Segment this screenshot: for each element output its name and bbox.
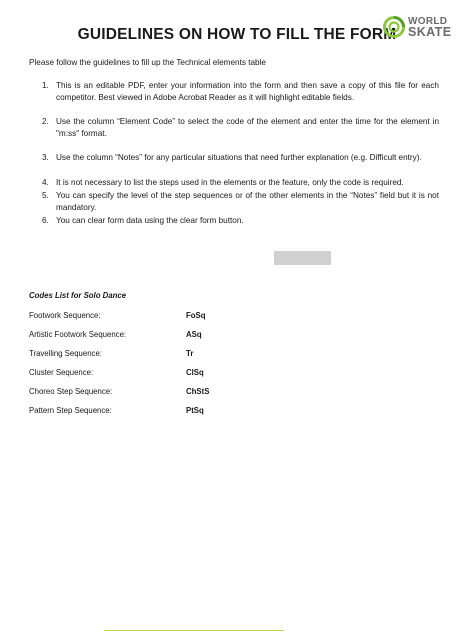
code-value: ClSq bbox=[186, 368, 204, 377]
guideline-item bbox=[29, 177, 439, 189]
intro-text: Please follow the guidelines to fill up the Technical elements table bbox=[29, 58, 266, 67]
guideline-number: 1. bbox=[42, 81, 49, 90]
guideline-number: 5. bbox=[42, 191, 49, 200]
code-row bbox=[29, 387, 329, 399]
guideline-text: This is an editable PDF, enter your information into the form and then save a copy of this file for each competitor. Best viewed in Adobe Acrobat Reader as it will highlight editable fields. bbox=[56, 81, 439, 102]
page-title: GUIDELINES ON HOW TO FILL THE FORM bbox=[77, 26, 397, 43]
guideline-number: 6. bbox=[42, 216, 49, 225]
footer-divider bbox=[104, 630, 284, 631]
code-value: ChStS bbox=[186, 387, 210, 396]
code-label: Footwork Sequence: bbox=[29, 311, 101, 320]
code-label: Artistic Footwork Sequence: bbox=[29, 330, 127, 339]
logo-wordmark bbox=[408, 16, 451, 38]
code-label: Pattern Step Sequence: bbox=[29, 406, 112, 415]
code-value: FoSq bbox=[186, 311, 206, 320]
code-row bbox=[29, 368, 329, 380]
codes-list-title: Codes List for Solo Dance bbox=[29, 291, 127, 300]
guideline-item bbox=[29, 190, 439, 213]
world-skate-logo bbox=[382, 14, 454, 44]
logo-ring-icon bbox=[382, 15, 406, 39]
guideline-number: 2. bbox=[42, 117, 49, 126]
guidelines-list bbox=[29, 80, 439, 227]
logo-line-world: WORLD bbox=[408, 16, 448, 27]
code-label: Travelling Sequence: bbox=[29, 349, 102, 358]
guideline-text: It is not necessary to list the steps used in the elements or the feature, only the code is required. bbox=[56, 177, 404, 187]
guideline-text: You can clear form data using the clear form button. bbox=[56, 216, 244, 225]
code-row bbox=[29, 406, 329, 418]
code-value: Tr bbox=[186, 349, 194, 358]
code-row bbox=[29, 349, 329, 361]
guideline-text: Use the column “Notes” for any particular situations that need further explanation (e.g. Difficult entry). bbox=[56, 153, 422, 162]
clear-form-button[interactable] bbox=[274, 251, 331, 265]
logo-line-skate: SKATE bbox=[408, 25, 452, 39]
guideline-item bbox=[29, 80, 439, 103]
code-row bbox=[29, 330, 329, 342]
guideline-number: 3. bbox=[42, 153, 49, 162]
code-value: PtSq bbox=[186, 406, 204, 415]
guideline-text: You can specify the level of the step sequences or of the other elements in the “Notes” field but it is not mandatory. bbox=[56, 191, 439, 212]
guideline-item bbox=[29, 215, 439, 227]
guideline-number: 4. bbox=[42, 177, 49, 187]
guideline-text: Use the column “Element Code” to select the code of the element and enter the time for the element in "m:ss" format. bbox=[56, 117, 439, 138]
code-row bbox=[29, 311, 329, 323]
guideline-item bbox=[29, 116, 439, 139]
code-label: Choreo Step Sequence: bbox=[29, 387, 113, 396]
guideline-item bbox=[29, 152, 439, 164]
code-label: Cluster Sequence: bbox=[29, 368, 94, 377]
code-value: ASq bbox=[186, 330, 202, 339]
